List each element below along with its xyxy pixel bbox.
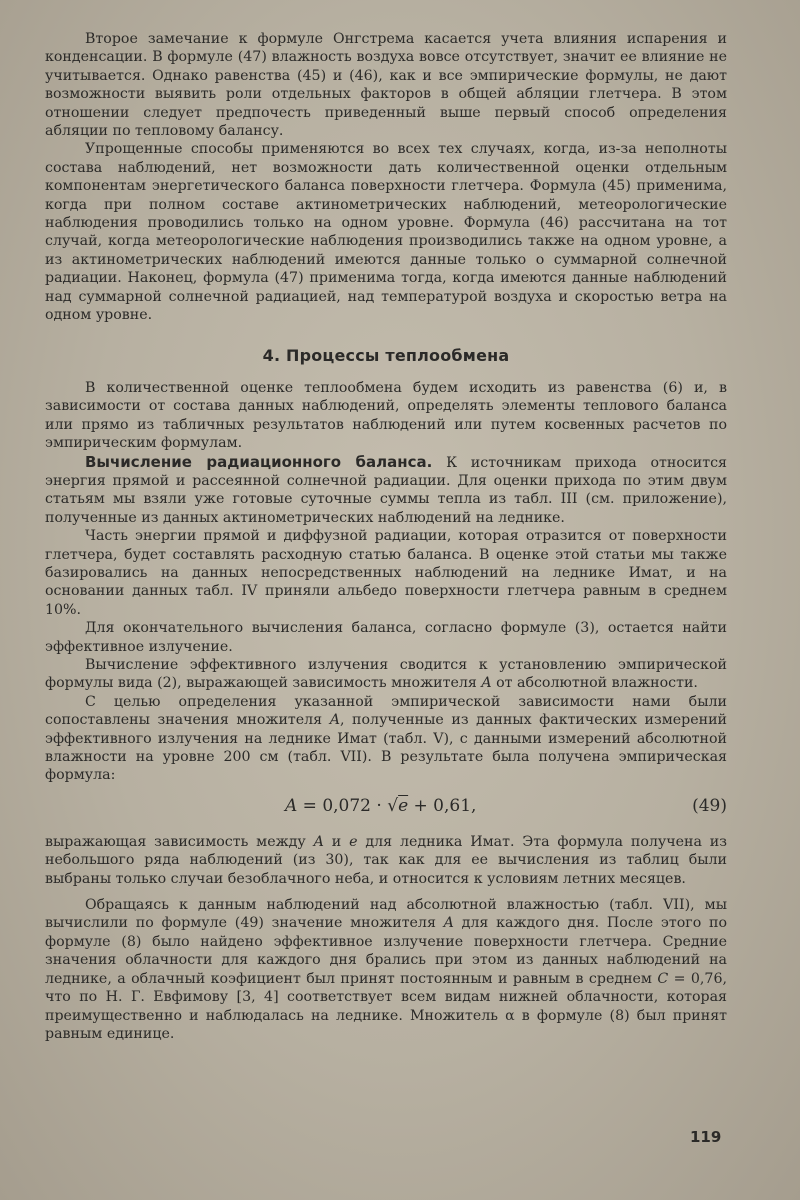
paragraph-absolute-humidity [45,896,727,1043]
page-body [45,30,727,1043]
paragraph-simplified-methods: Упрощенные способы применяются во всех тех случаях, когда, из-за неполноты состава наблюдений, нет возможности дать количественной оценки отдельным компонентам энергетического баланса поверхности глетчера. Формула (45) применима, когда при полном составе актинометрических наблюдений, метеорологические наблюдения проводились только на одном уровне. Формула (46) рассчитана на тот случай, когда метеорологические наблюдения производились также на одном уровне, а из актинометрических наблюдений имеются данные только о суммарной солнечной радиации. Наконец, формула (47) применима тогда, когда имеются данные наблюдений над суммарной солнечной радиацией, над температурой воздуха и скоростью ветра на одном уровне. [45,141,727,324]
variable-c: C [657,970,669,987]
paragraph-empirical-goal [45,693,727,785]
formula-tail: + 0,61, [408,795,477,816]
paragraph-radiation-balance [45,453,727,528]
text-run: = 0,76 [668,970,723,987]
paragraph-expressing-dependency [45,833,727,888]
text-run: С целью определения указанной эмпирической зависимости нами были сопоставлены значения множителя [45,693,727,729]
paragraph-albedo: Часть энергии прямой и диффузной радиации, которая отразится от поверхности глетчера, будет составлять расходную статью баланса. В оценке этой статьи мы также базировались на данных непосредственных наблюдений на леднике Имат, и на основании данных табл. IV приняли альбедо поверхности глетчера равным в среднем 10%. [45,528,727,618]
paragraph-heat-exchange-intro: В количественной оценке теплообмена будем исходить из равенства (6) и, в зависимости от состава данных наблюдений, определять элементы теплового баланса или прямо из табличных результатов наблюдений или путем косвенных расчетов по эмпирическим формулам. [45,379,727,452]
paragraph-radiation-text: К источникам прихода относится энергия прямой и рассеянной солнечной радиации. Для оценки прихода по этим двум статьям мы взяли уже готовые суточные суммы тепла из табл. III (см. приложение), полученные из данных актинометрических наблюдений на леднике. [45,454,728,526]
text-run: и [323,833,350,850]
formula-coefficient: = 0,072 · [297,795,388,816]
run-in-heading: Вычисление радиационного баланса. [85,452,433,471]
variable-a: A [329,712,340,729]
text-run: Обращаясь к данным наблюдений над абсолютной влажностью (табл. VII), мы вычислили по формуле (49) значение множителя [45,897,727,932]
sqrt-sign: √ [387,795,399,816]
page-number: 119 [690,1128,722,1146]
section-heading: 4. Процессы теплообмена [262,345,510,365]
formula-expression [285,797,476,815]
formula-radicand: e [398,795,409,816]
text-run: , полученные из данных фактических измерений эффективного излучения на леднике Имат (табл. V), с данными измерений абсолютной влажности на уровне 200 см (табл. VII). В результате была получена эмпирическая формула: [45,712,728,784]
text-run: от абсолютной влажности. [491,675,698,692]
formula-49 [45,791,727,825]
variable-e: e [349,833,358,850]
formula-number: (49) [692,795,727,816]
text-run: для ледника Имат. Эта формула получена из небольшого ряда наблюдений (из 30), так как для ее вычисления из таблиц были выбраны только случаи безоблачного неба, и относится к условиям летних месяцев. [45,833,727,887]
paragraph-effective-radiation [45,656,727,693]
text-run: Вычисление эффективного излучения сводится к установлению эмпирической формулы вида (2), выражающей зависимость множителя [45,657,727,692]
variable-a: A [313,833,324,850]
paragraph-angstrom-remark: Второе замечание к формуле Онгстрема касается учета влияния испарения и конденсации. В формуле (47) влажность воздуха вовсе отсутствует, значит ее влияние не учитывается. Однако равенства (45) и (46), как и все эмпирические формулы, не дают возможности выявить роли отдельных факторов в общей абляции глетчера. В этом отношении следует предпочесть приведенный выше первый способ определения абляции по тепловому балансу. [45,31,727,140]
formula-lhs: A [285,795,298,816]
text-run: , что по Н. Г. Евфимову [3, 4] соответствует всем видам нижней облачности, которая преимущественно и наблюдалась на леднике. Множитель α в формуле (8) был принят равным единице. [45,970,727,1042]
text-run: выражающая зависимость между [45,833,314,850]
text-run: для каждого дня. После этого по формуле (8) было найдено эффективное излучение поверхности глетчера. Средние значения облачности для каждого дня брались при этом из данных наблюдений на леднике, а облачный коэфициент был принят постоянным и равным в среднем [45,915,727,987]
variable-a: A [481,675,492,692]
variable-a: A [443,915,454,932]
paragraph-final-balance: Для окончательного вычисления баланса, согласно формуле (3), остается найти эффективное излучение. [45,620,727,655]
